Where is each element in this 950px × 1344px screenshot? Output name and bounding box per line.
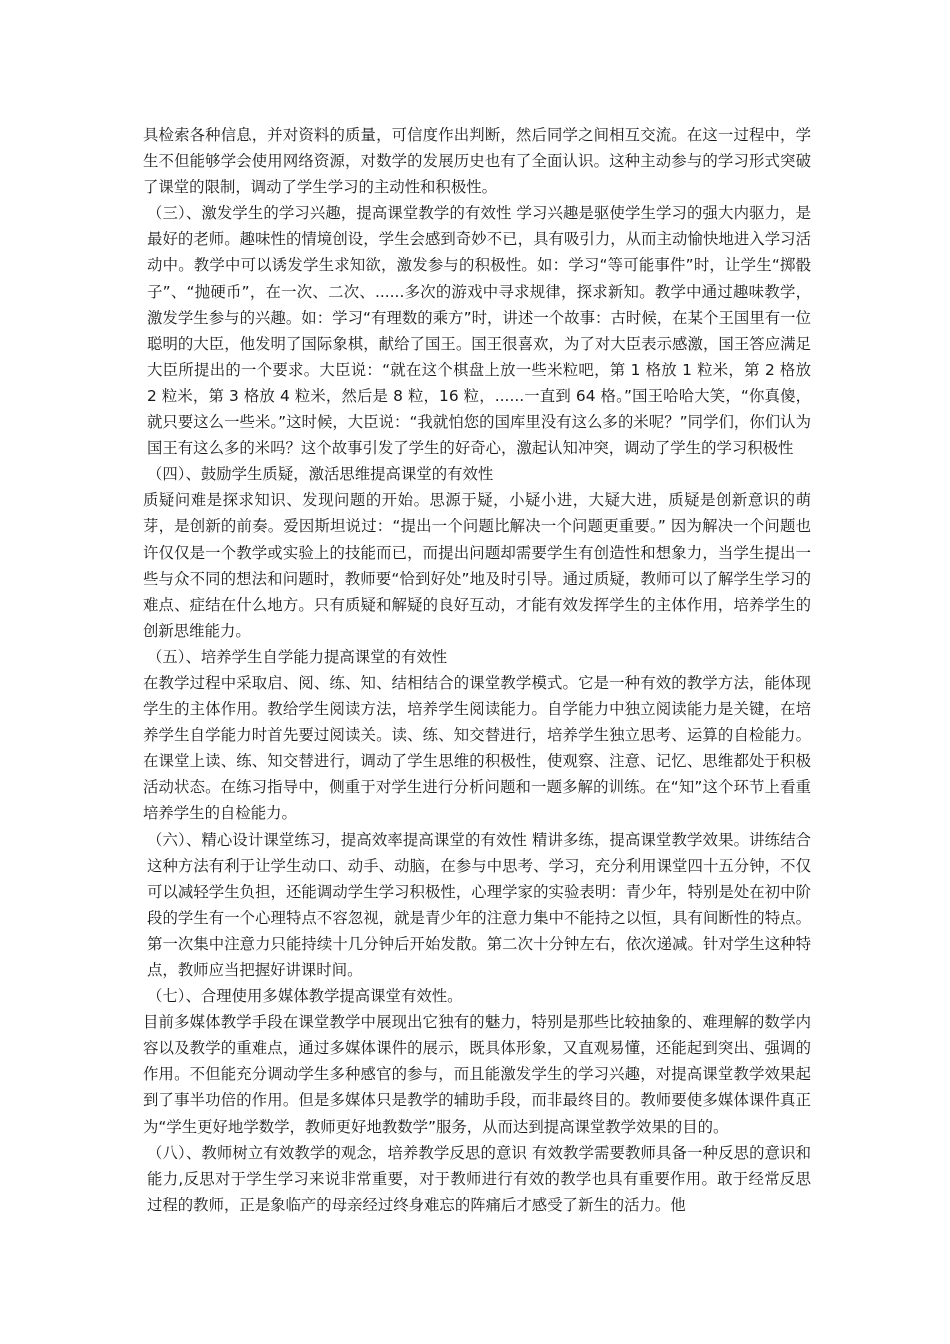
section-3-interest: （三）、激发学生的学习兴趣，提高课堂教学的有效性 学习兴趣是驱使学生学习的强大内驱力，是最好的老师。趣味性的情境创设，学生会感到奇妙不已，具有吸引力，从而主动愉快地进入学习活动中。教学中可以诱发学生求知欲，激发参与的积极性。如：学习“等可能事件”时，让学生“掷骰子”、“抛硬币”，在一次、二次、......多次的游戏中寻求规律，探求新知。教学中通过趣味教学，激发学生参与的兴趣。如：学习“有理数的乘方”时，讲述一个故事：古时候，在某个王国里有一位聪明的大臣，他发明了国际象棋，献给了国王。国王很喜欢，为了对大臣表示感激，国王答应满足大臣所提出的一个要求。大臣说：“就在这个棋盘上放一些米粒吧，第 1 格放 1 粒米，第 2 格放 2 粒米，第 3 格放 4 粒米，然后是 8 粒，16 粒，......一直到 64 格。”国王哈哈大笑，“你真傻，就只要这么一些米。”这时候，大臣说：“我就怕您的国库里没有这么多的米呢？”同学们，你们认为国王有这么多的米吗？这个故事引发了学生的好奇心，激起认知冲突，调动了学生的学习积极性 [147,204,811,458]
section-5-heading: （五）、培养学生自学能力提高课堂的有效性 [147,647,448,666]
section-7-heading: （七）、合理使用多媒体教学提高课堂有效性。 [147,987,463,1006]
section-4-heading: （四）、鼓励学生质疑，激活思维提高课堂的有效性 [147,465,494,484]
paragraph-network-resources: 具检索各种信息，并对资料的质量，可信度作出判断，然后同学之间相互交流。在这一过程中，学生不但能够学会使用网络资源，对数学的发展历史也有了全面认识。这种主动参与的学习形式突破了课堂的限制，调动了学生学习的主动性和积极性。 [143,126,811,197]
paragraph-self-study: 在教学过程中采取启、阅、练、知、结相结合的课堂教学模式。它是一种有效的教学方法，能体现学生的主体作用。教给学生阅读方法，培养学生阅读能力。自学能力中独立阅读能力是关键，在培养学生自学能力时首先要过阅读关。读、练、知交替进行，培养学生独立思考、运算的自检能力。在课堂上读、练、知交替进行，调动了学生思维的积极性，使观察、注意、记忆、思维都处于积极活动状态。在练习指导中，侧重于对学生进行分析问题和一题多解的训练。在“知”这个环节上看重培养学生的自检能力。 [143,673,811,823]
section-8-reflection: （八）、教师树立有效教学的观念，培养教学反思的意识 有效教学需要教师具备一种反思的意识和能力,反思对于学生学习来说非常重要，对于教师进行有效的教学也具有重要作用。敢于经常反思过程的教师，正是象临产的母亲经过终身难忘的阵痛后才感受了新生的活力。他 [147,1143,811,1214]
paragraph-multimedia: 目前多媒体教学手段在课堂教学中展现出它独有的魅力，特别是那些比较抽象的、难理解的数学内容以及教学的重难点，通过多媒体课件的展示，既具体形象，又直观易懂，还能起到突出、强调的作用。不但能充分调动学生多种感官的参与，而且能激发学生的学习兴趣，对提高课堂教学效果起到了事半功倍的作用。但是多媒体只是教学的辅助手段，而非最终目的。教师要使多媒体课件真正为“学生更好地学数学，教师更好地教数学”服务，从而达到提高课堂教学效果的目的。 [143,1013,811,1136]
document-body [143,122,811,1218]
paragraph-questioning: 质疑问难是探求知识、发现问题的开始。思源于疑，小疑小进，大疑大进，质疑是创新意识的萌芽，是创新的前奏。爱因斯坦说过：“提出一个问题比解决一个问题更重要。” 因为解决一个问题也许仅仅是一个教学或实验上的技能而已，而提出问题却需要学生有创造性和想象力，当学生提出一些与众不同的想法和问题时，教师要“恰到好处”地及时引导。通过质疑，教师可以了解学生学习的难点、症结在什么地方。只有质疑和解疑的良好互动，才能有效发挥学生的主体作用，培养学生的创新思维能力。 [143,491,811,640]
section-6-practice: （六）、精心设计课堂练习，提高效率提高课堂的有效性 精讲多练，提高课堂教学效果。讲练结合这种方法有利于让学生动口、动手、动脑，在参与中思考、学习，充分利用课堂四十五分钟，不仅可以减轻学生负担，还能调动学生学习积极性，心理学家的实验表明：青少年，特别是处在初中阶段的学生有一个心理特点不容忽视，就是青少年的注意力集中不能持之以恒，具有间断性的特点。第一次集中注意力只能持续十几分钟后开始发散。第二次十分钟左右，依次递减。针对学生这种特点，教师应当把握好讲课时间。 [147,830,811,979]
